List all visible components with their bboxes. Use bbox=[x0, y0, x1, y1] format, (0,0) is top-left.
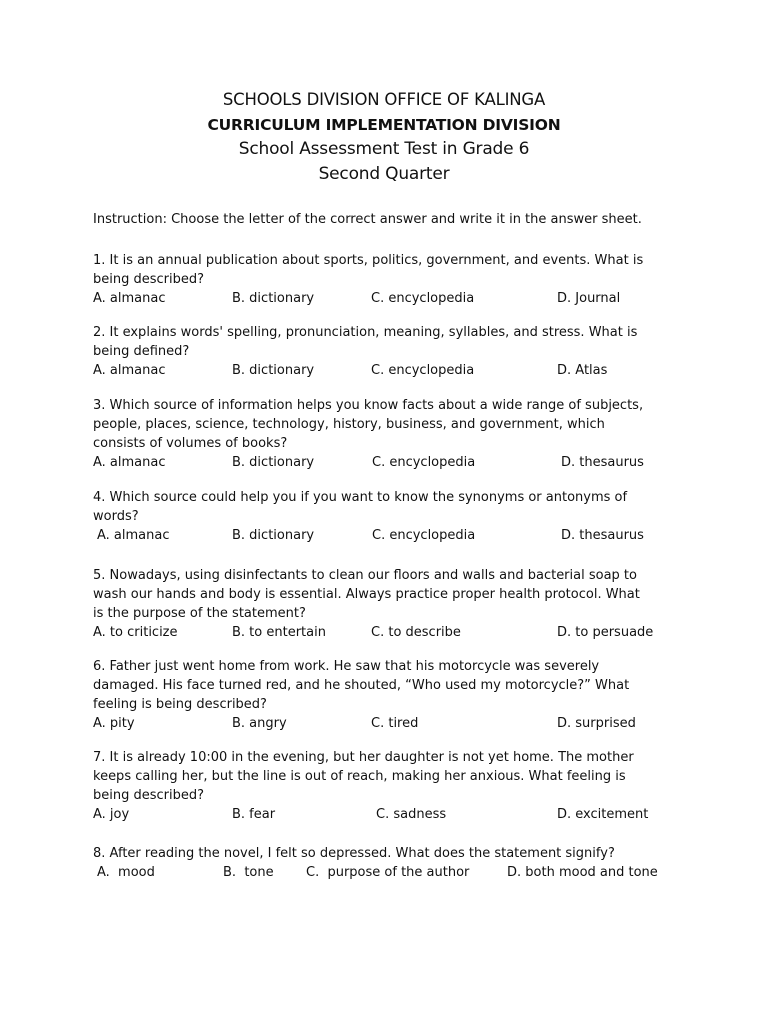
answer-options bbox=[93, 289, 683, 309]
question-3 bbox=[93, 396, 683, 473]
option-c: C. encyclopedia bbox=[372, 455, 476, 470]
option-c: C. purpose of the author bbox=[306, 865, 470, 880]
option-d: D. thesaurus bbox=[561, 455, 644, 470]
option-c: C. sadness bbox=[376, 807, 447, 822]
option-d: D. excitement bbox=[557, 807, 649, 822]
question-6 bbox=[93, 657, 683, 734]
option-a: A. almanac bbox=[93, 363, 166, 378]
curriculum-division-title: CURRICULUM IMPLEMENTATION DIVISION bbox=[207, 115, 561, 134]
question-text: 5. Nowadays, using disinfectants to clean our floors and walls and bacterial soap to wash our hands and body is essential. Always practice proper health protocol. What is the purpose of the statement? bbox=[93, 568, 640, 621]
division-office-title: SCHOOLS DIVISION OFFICE OF KALINGA bbox=[222, 90, 546, 109]
answer-options bbox=[93, 623, 683, 643]
option-a: A. almanac bbox=[97, 528, 170, 543]
answer-options bbox=[93, 805, 683, 825]
question-8 bbox=[93, 844, 683, 883]
option-c: C. encyclopedia bbox=[372, 528, 476, 543]
option-c: C. encyclopedia bbox=[371, 363, 475, 378]
option-c: C. to describe bbox=[371, 625, 461, 640]
option-a: A. pity bbox=[93, 716, 135, 731]
option-d: D. Atlas bbox=[557, 363, 608, 378]
answer-options bbox=[93, 453, 683, 473]
option-b: B. dictionary bbox=[232, 455, 315, 470]
option-b: B. fear bbox=[232, 807, 276, 822]
question-4 bbox=[93, 488, 683, 546]
question-5 bbox=[93, 566, 683, 643]
option-b: B. dictionary bbox=[232, 363, 315, 378]
answer-options bbox=[93, 361, 683, 381]
option-b: B. tone bbox=[223, 865, 274, 880]
option-a: A. to criticize bbox=[93, 625, 178, 640]
answer-options bbox=[93, 526, 683, 546]
option-d: D. thesaurus bbox=[561, 528, 644, 543]
question-text: 1. It is an annual publication about sports, politics, government, and events. What is being described? bbox=[93, 253, 644, 287]
question-text: 2. It explains words' spelling, pronunciation, meaning, syllables, and stress. What is being defined? bbox=[93, 325, 638, 359]
option-d: D. surprised bbox=[557, 716, 636, 731]
option-b: B. dictionary bbox=[232, 528, 315, 543]
option-a: A. mood bbox=[97, 865, 155, 880]
option-a: A. almanac bbox=[93, 291, 166, 306]
question-7 bbox=[93, 748, 683, 825]
option-d: D. to persuade bbox=[557, 625, 654, 640]
option-b: B. dictionary bbox=[232, 291, 315, 306]
option-c: C. encyclopedia bbox=[371, 291, 475, 306]
answer-options bbox=[93, 863, 683, 883]
question-2 bbox=[93, 323, 683, 381]
option-b: B. angry bbox=[232, 716, 287, 731]
test-title: School Assessment Test in Grade 6 bbox=[238, 139, 530, 159]
question-text: 3. Which source of information helps you know facts about a wide range of subjects, people, places, science, technology, history, business, and government, which consists of volumes of books? bbox=[93, 398, 644, 451]
document-header bbox=[0, 88, 768, 186]
question-text: 6. Father just went home from work. He saw that his motorcycle was severely damaged. His face turned red, and he shouted, “Who used my motorcycle?” What feeling is being described? bbox=[93, 659, 630, 712]
option-c: C. tired bbox=[371, 716, 419, 731]
option-d: D. Journal bbox=[557, 291, 621, 306]
quarter-title: Second Quarter bbox=[318, 163, 450, 184]
option-d: D. both mood and tone bbox=[507, 865, 658, 880]
answer-options bbox=[93, 714, 683, 734]
option-b: B. to entertain bbox=[232, 625, 326, 640]
option-a: A. almanac bbox=[93, 455, 166, 470]
question-text: 8. After reading the novel, I felt so depressed. What does the statement signify? bbox=[93, 846, 615, 861]
question-text: 7. It is already 10:00 in the evening, but her daughter is not yet home. The mother keeps calling her, but the line is out of reach, making her anxious. What feeling is being described? bbox=[93, 750, 634, 803]
instruction-text: Instruction: Choose the letter of the correct answer and write it in the answer sheet. bbox=[93, 212, 642, 227]
question-text: 4. Which source could help you if you want to know the synonyms or antonyms of words? bbox=[93, 490, 628, 524]
option-a: A. joy bbox=[93, 807, 130, 822]
question-1 bbox=[93, 251, 683, 309]
